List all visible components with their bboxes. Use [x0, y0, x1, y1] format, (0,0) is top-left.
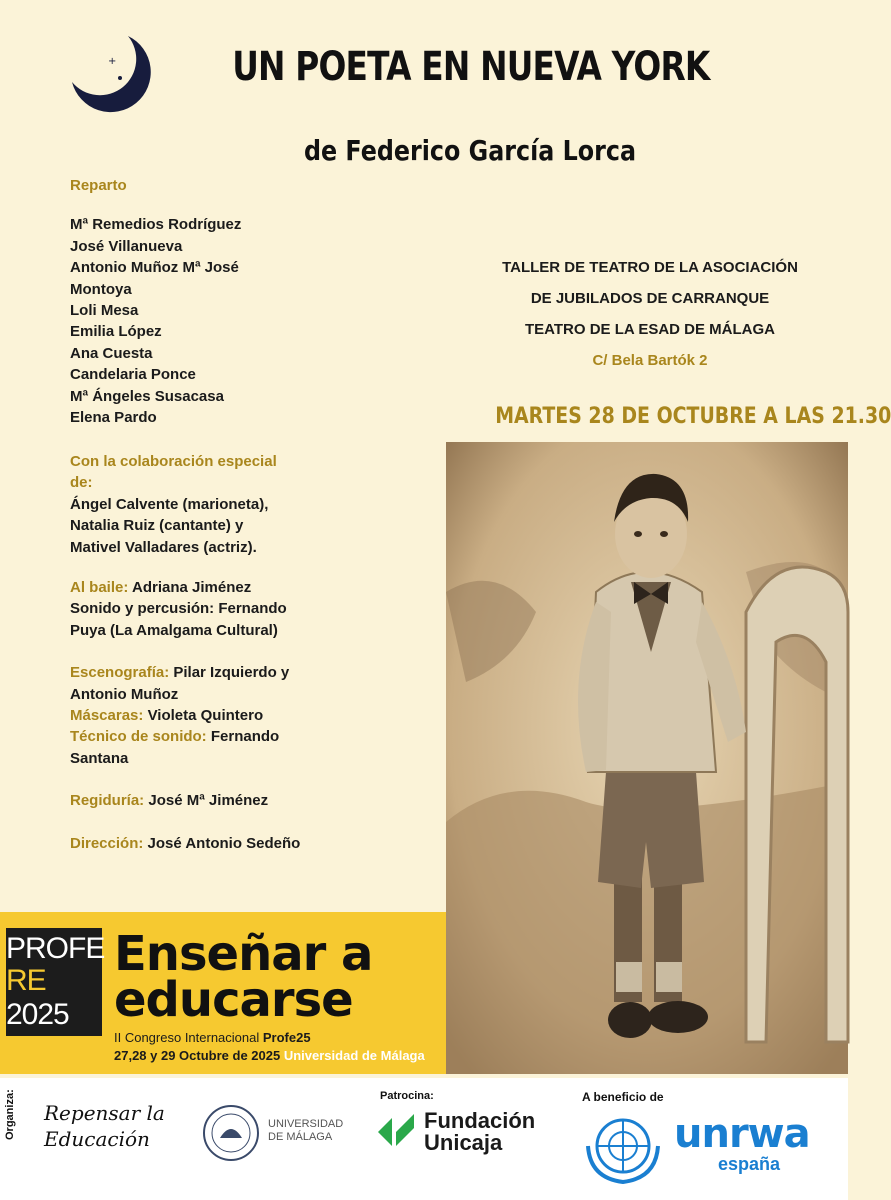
unicaja-name-line: Unicaja [424, 1130, 503, 1155]
venue-line: TEATRO DE LA ESAD DE MÁLAGA [525, 321, 775, 338]
collab-heading: Con la colaboración especial [70, 453, 277, 470]
university-seal-icon [202, 1104, 260, 1162]
repensar-text: Educación [44, 1127, 150, 1151]
congress-name: Profe25 [262, 1030, 311, 1045]
collab-line: Mativel Valladares (actriz). [70, 538, 257, 556]
boy-portrait-photo [446, 442, 848, 1074]
congress-headline: Enseñar a [114, 926, 373, 982]
cast-section [70, 175, 430, 428]
venue-block [470, 252, 830, 376]
poster-title: UN POETA EN NUEVA YORK [232, 44, 710, 90]
unicaja-name-line: Fundación [424, 1108, 536, 1133]
beneficio-label: A beneficio de [582, 1090, 664, 1104]
congress-dates [114, 1048, 425, 1063]
university-name [268, 1118, 343, 1144]
cast-member: Mª Remedios Rodríguez [70, 216, 242, 234]
crew-regiduria [70, 790, 430, 811]
crew-mascaras [70, 705, 430, 726]
venue-line: TALLER DE TEATRO DE LA ASOCIACIÓN [502, 259, 798, 276]
crew-baile [70, 577, 430, 598]
crew-label: Al baile: [70, 579, 129, 596]
cast-member: Candelaria Ponce [70, 366, 196, 384]
crew-value: José Antonio Sedeño [147, 834, 301, 852]
crew-value: Adriana Jiménez [131, 579, 252, 596]
congress-dates-text: 27,28 y 29 Octubre de 2025 [114, 1048, 281, 1063]
crew-label: Dirección: [70, 834, 144, 852]
crew-value: Violeta Quintero [147, 707, 264, 725]
congress-prefix: II Congreso Internacional [114, 1030, 260, 1045]
moon-logo-icon [68, 32, 156, 118]
event-date: MARTES 28 DE OCTUBRE A LAS 21.30 [495, 404, 891, 429]
cast-member: Loli Mesa [70, 302, 139, 320]
profe-logo-year: 2025 [6, 998, 69, 1031]
unicaja-name [424, 1110, 535, 1154]
collab-heading-cont: de: [70, 474, 93, 492]
un-emblem-icon [582, 1108, 664, 1184]
cast-member: Antonio Muñoz Mª José [70, 259, 239, 277]
congress-headline-cont: educarse [114, 972, 353, 1028]
crew-section [70, 577, 430, 854]
profe-logo [6, 928, 105, 1036]
crew-label: Técnico de sonido: [70, 728, 207, 746]
crew-label: Escenografía: [70, 664, 170, 682]
collab-line: Natalia Ruiz (cantante) y [70, 517, 244, 535]
organiza-label: Organiza: [4, 1089, 16, 1140]
crew-tecnico [70, 726, 430, 747]
repensar-text: Repensar la [44, 1101, 165, 1125]
venue-line: DE JUBILADOS DE CARRANQUE [530, 290, 770, 307]
crew-value: Fernando [210, 728, 280, 746]
university-name-line: DE MÁLAGA [268, 1131, 333, 1143]
unrwa-country: españa [718, 1154, 781, 1174]
crew-value-cont: Santana [70, 749, 129, 767]
cast-member: Elena Pardo [70, 409, 157, 427]
cast-member: Emilia López [70, 323, 162, 341]
crew-sonido-cont: Puya (La Amalgama Cultural) [70, 621, 278, 639]
crew-value-cont: Antonio Muñoz [70, 685, 179, 703]
unrwa-name: unrwa [674, 1111, 810, 1157]
crew-escenografia [70, 662, 430, 683]
cast-member: Ana Cuesta [70, 344, 153, 362]
unicaja-logo-icon [376, 1112, 416, 1152]
collaboration-section [70, 451, 430, 558]
profe-logo-row: PROFE [6, 932, 105, 965]
crew-sonido: Sonido y percusión: Fernando [70, 600, 287, 618]
crew-direccion [70, 833, 430, 854]
crew-label: Regiduría: [70, 792, 145, 810]
patrocina-label: Patrocina: [380, 1090, 434, 1102]
congress-university: Universidad de Málaga [283, 1048, 425, 1063]
collab-line: Ángel Calvente (marioneta), [70, 495, 269, 513]
congress-subtitle [114, 1030, 311, 1045]
cast-member: Mª Ángeles Susacasa [70, 387, 224, 405]
university-name-line: UNIVERSIDAD [268, 1118, 344, 1130]
crew-value: Pilar Izquierdo y [173, 664, 290, 682]
cast-member: José Villanueva [70, 237, 183, 255]
poster-subtitle: de Federico García Lorca [303, 134, 637, 167]
crew-value: José Mª Jiménez [148, 792, 269, 810]
svg-text:+: + [108, 56, 117, 67]
venue-address: C/ Bela Bartók 2 [592, 352, 708, 369]
cast-heading: Reparto [70, 177, 127, 194]
repensar-logo [44, 1100, 165, 1152]
crew-label: Máscaras: [70, 707, 144, 725]
cast-member: Montoya [70, 280, 132, 298]
profe-logo-row: RE [6, 964, 46, 997]
